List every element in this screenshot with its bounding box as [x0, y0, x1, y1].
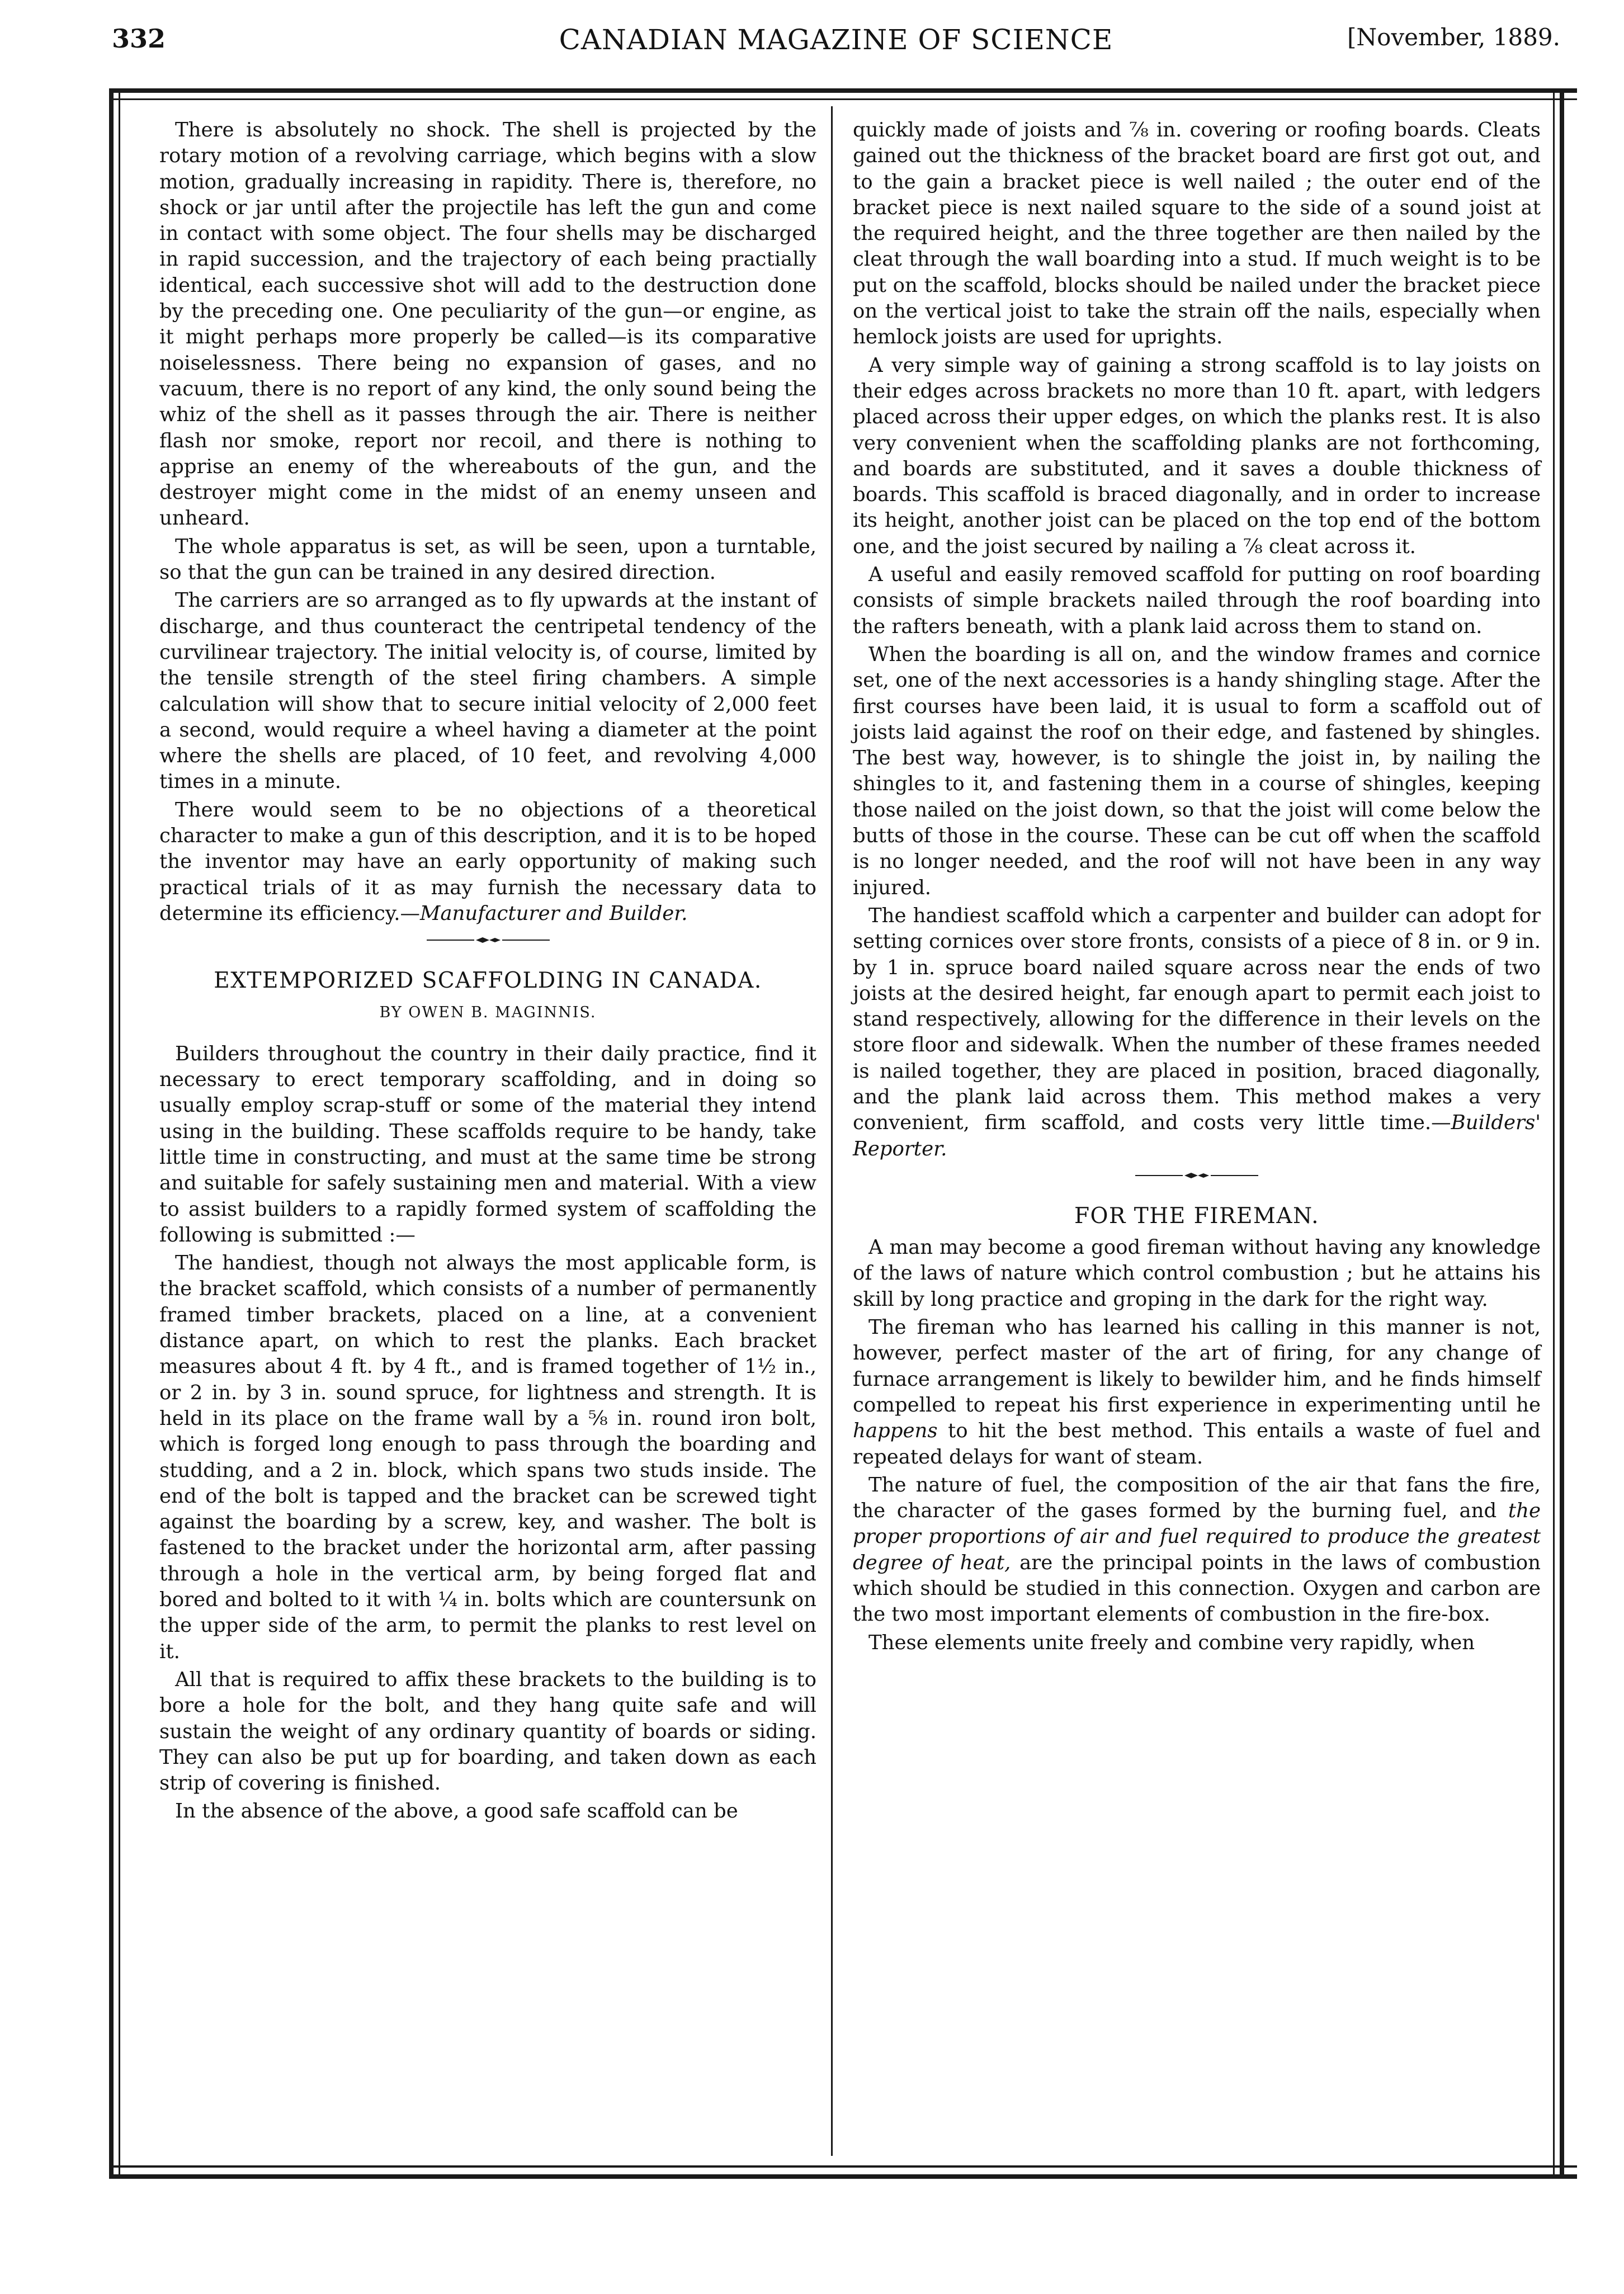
paragraph-text: The handiest scaffold which a carpenter and builder can adopt for setting cornices over store fronts, consists of a piece of 8 in. or 9 in. by 1 in. spruce board nailed square across near the ends of two joists at the desired height, far enough apart to permit each joist to stand respectively, allowing for the difference in their levels on the store floor and sidewalk. When the number of these frames needed is nailed together, they are placed in position, braced diagonally, and the plank laid across them. This method makes a very convenient, firm scaffold, and costs very little time.—	[853, 904, 1541, 1135]
frame-rule-left-thin	[119, 88, 120, 2179]
paragraph	[853, 1315, 1541, 1470]
paragraph: Builders throughout the country in their daily practice, find it necessary to erect temporary scaffolding, and in doing so usually employ scrap-stuff or some of the material they intend using in the building. These scaffolds require to be handy, take little time in constructing, and must at the same time be strong and suitable for safely sustaining men and material. With a view to assist builders to a rapidly formed system of scaffolding the following is submitted :—	[159, 1042, 816, 1247]
paragraph-text: are the principal points in the laws of combustion which should be studied in this connection. Oxygen and carbon are the two most important elements of combustion in the fire-box.	[853, 1551, 1541, 1626]
frame-rule-bottom-thin	[109, 2165, 1577, 2168]
column-divider	[831, 106, 833, 2156]
frame-rule-bottom	[109, 2174, 1577, 2179]
ornamental-divider	[1130, 1170, 1264, 1181]
paragraph: These elements unite freely and combine very rapidly, when	[868, 1631, 1475, 1654]
paragraph: All that is required to affix these brackets to the building is to bore a hole for the bolt, and they hang quite safe and will sustain the weight of any ordinary quantity of boards or siding. They can also be put up for boarding, and taken down as each strip of covering is finished.	[159, 1668, 816, 1795]
article-byline: BY OWEN B. MAGINNIS.	[379, 1003, 597, 1021]
frame-rule-top-thin	[109, 98, 1577, 100]
paragraph: A very simple way of gaining a strong scaffold is to lay joists on their edges across brackets no more than 10 ft. apart, with ledgers placed across their upper edges, on which the planks rest. It is also very convenient when the scaffolding planks are not forthcoming, and boards are substituted, and it saves a double thickness of boards. This scaffold is braced diagonally, and in order to increase its height, another joist can be placed on the top end of the bottom one, and the joist secured by nailing a ⅞ cleat across it.	[853, 353, 1541, 558]
ornamental-divider	[421, 934, 555, 946]
paragraph: quickly made of joists and ⅞ in. covering or roofing boards. Cleats gained out the thickness of the bracket board are first got out, and to the gain a bracket piece is well nailed ; the outer end of the bracket piece is next nailed square to the side of a sound joist at the required height, and the three together are then nailed by the cleat through the wall boarding into a stud. If much weight is to be put on the scaffold, blocks should be nailed under the bracket piece on the vertical joist to take the strain off the nails, especially when hemlock joists are used for uprights.	[853, 119, 1541, 349]
page-header	[112, 23, 1560, 68]
article-title: FOR THE FIREMAN.	[1074, 1203, 1320, 1229]
paragraph-text: There would seem to be no objections of a theoretical character to make a gun of this description, and it is to be hoped the inventor may have an early opportunity of making such practical trials of it as may furnish the necessary data to determine its efficiency.—	[159, 798, 816, 925]
paragraph-text: The fireman who has learned his calling in this manner is not, however, perfect master of the art of firing, for any change of furnace arrangement is likely to bewilder him, and he finds himself compelled to repeat his first experience in experimenting until he	[853, 1316, 1541, 1417]
right-column	[853, 117, 1541, 1658]
frame-rule-right	[1560, 88, 1564, 2179]
paragraph-text: to hit the best method. This entails a waste of fuel and repeated delays for want of steam.	[853, 1419, 1541, 1469]
source-citation: Builders' Reporter.	[853, 1111, 1541, 1160]
paragraph: The carriers are so arranged as to fly upwards at the instant of discharge, and thus counteract the centripetal tendency of the curvilinear trajectory. The initial velocity is, of course, limited by the tensile strength of the steel firing chambers. A simple calculation will show that to secure initial velocity of 2,000 feet a second, would require a wheel having a diameter at the point where the shells are placed, of 10 feet, and revolving 4,000 times in a minute.	[159, 589, 816, 794]
source-citation: Manufacturer and Builder.	[419, 901, 688, 925]
emphasis-text: happens	[853, 1419, 938, 1443]
paragraph	[853, 903, 1541, 1162]
frame-rule-left	[109, 88, 114, 2179]
journal-title: CANADIAN MAGAZINE OF SCIENCE	[559, 23, 1113, 56]
paragraph	[853, 1472, 1541, 1628]
frame-rule-top	[109, 88, 1577, 93]
paragraph: There is absolutely no shock. The shell is projected by the rotary motion of a revolving carriage, which begins with a slow motion, gradually increasing in rapidity. There is, therefore, no shock or jar until after the projectile has left the gun and come in contact with some object. The four shells may be discharged in rapid succession, and the trajectory of each being practially identical, each successive shot will add to the destruction done by the preceding one. One peculiarity of the gun—or engine, as it might perhaps more properly be called—is its comparative noiselessness. There being no expansion of gases, and no vacuum, there is no report of any kind, the only sound being the whiz of the shell as it passes through the air. There is neither flash nor smoke, report nor recoil, and there is nothing to apprise an enemy of the whereabouts of the gun, and the destroyer might come in the midst of an enemy unseen and unheard.	[159, 119, 816, 530]
issue-date: [November, 1889.	[1347, 23, 1560, 51]
left-column	[159, 117, 816, 1827]
page-number: 332	[112, 23, 166, 54]
paragraph	[159, 797, 816, 927]
emphasis-text: the proper proportions of air and fuel required to produce the greatest degree of heat,	[853, 1499, 1541, 1574]
article-title: EXTEMPORIZED SCAFFOLDING IN CANADA.	[214, 968, 762, 994]
paragraph-text: The nature of fuel, the composition of the air that fans the fire, the character of the gases formed by the burning fuel, and	[853, 1473, 1541, 1523]
paragraph: The handiest, though not always the most applicable form, is the bracket scaffold, which consists of a number of permanently framed timber brackets, placed on a line, at a convenient distance apart, on which to rest the planks. Each bracket measures about 4 ft. by 4 ft., and is framed together of 1½ in., or 2 in. by 3 in. sound spruce, for lightness and strength. It is held in its place on the frame wall by a ⅝ in. round iron bolt, which is forged long enough to pass through the boarding and studding, and a 2 in. block, which spans two studs inside. The end of the bolt is tapped and the bracket can be screwed tight against the boarding by a screw, key, and washer. The bolt is fastened to the bracket under the horizontal arm, after passing through a hole in the vertical arm, by being forged flat and bored and bolted to it with ¼ in. bolts which are countersunk on the upper side of the arm, to permit the planks to rest level on it.	[159, 1252, 816, 1663]
paragraph: The whole apparatus is set, as will be seen, upon a turntable, so that the gun can be trained in any desired direction.	[159, 535, 816, 584]
paragraph: When the boarding is all on, and the window frames and cornice set, one of the next accessories is a handy shingling stage. After the first courses have been laid, it is usual to form a scaffold out of joists laid against the roof on their edge, and fastened by shingles. The best way, however, is to shingle the joist in, by nailing the shingles to it, and fastening them in a course of shingles, keeping those nailed on the joist down, so that the joist will come below the butts of those in the course. These can be cut off when the scaffold is no longer needed, and the roof will not have been in any way injured.	[853, 643, 1541, 899]
paragraph: In the absence of the above, a good safe scaffold can be	[175, 1800, 738, 1823]
frame-rule-right-thin	[1553, 88, 1555, 2179]
paragraph: A useful and easily removed scaffold for putting on roof boarding consists of simple brackets nailed through the roof boarding into the rafters beneath, with a plank laid across them to stand on.	[853, 563, 1541, 638]
paragraph: A man may become a good fireman without having any knowledge of the laws of nature which control combustion ; but he attains his skill by long practice and groping in the dark for the right way.	[853, 1236, 1541, 1311]
